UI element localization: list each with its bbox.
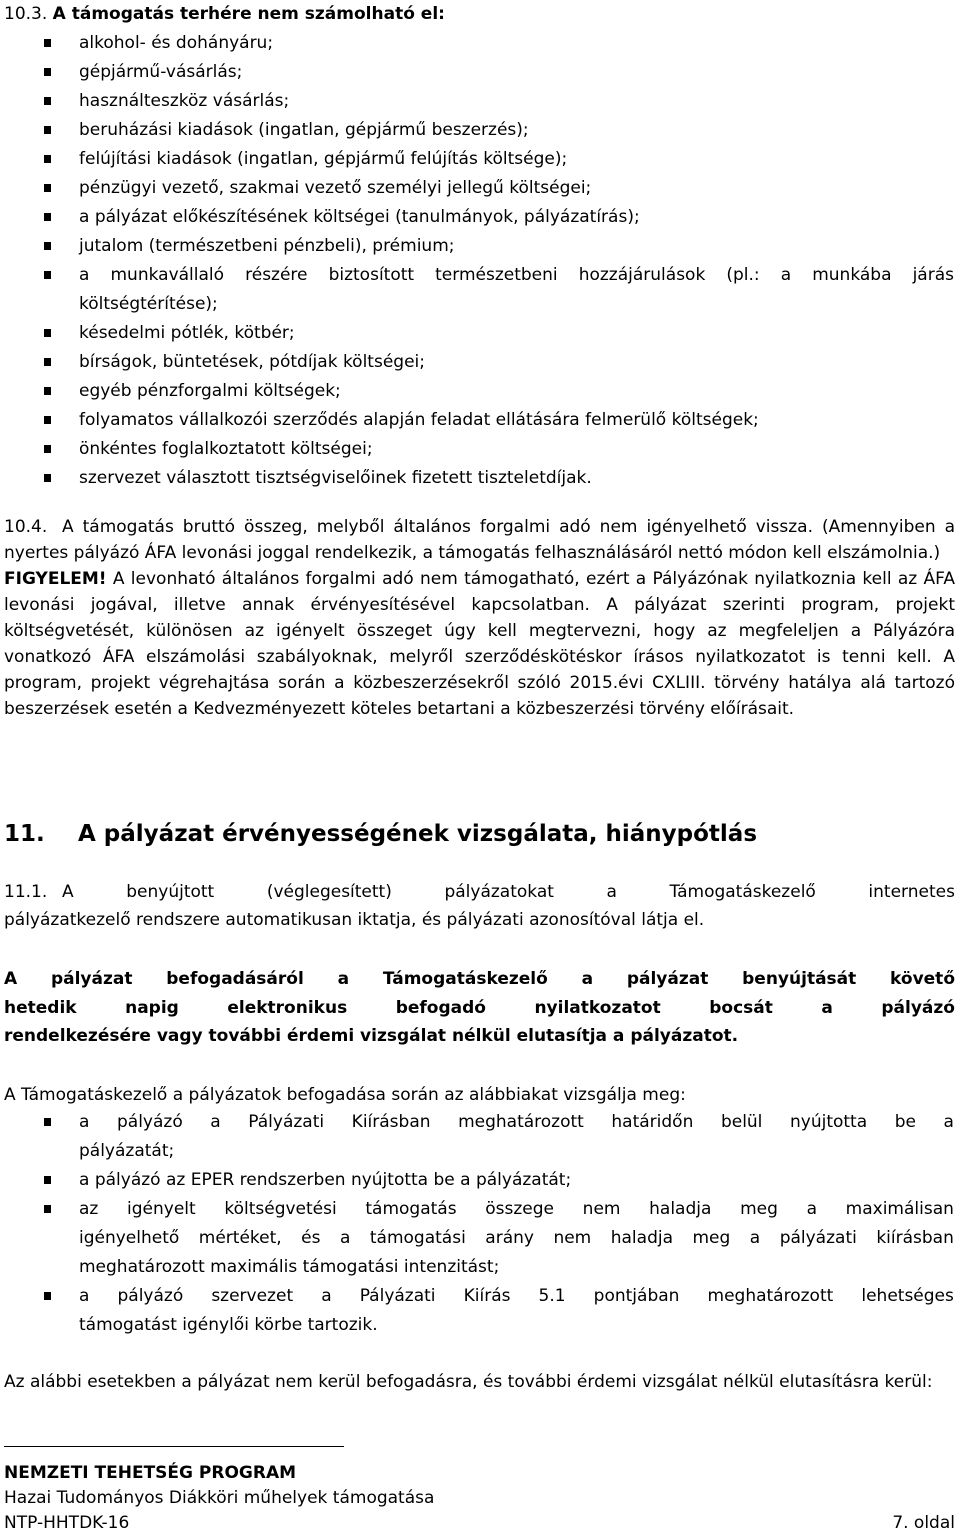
list-item	[0, 174, 960, 203]
word: Kiírásban	[351, 1112, 431, 1132]
list-item	[0, 435, 960, 464]
list-item-text: felújítási kiadások (ingatlan, gépjármű felújítás költsége);	[79, 149, 568, 169]
square-bullet-icon	[44, 126, 51, 134]
section-11-heading	[4, 816, 757, 852]
word: bocsát	[709, 997, 773, 1018]
word: az	[79, 1199, 99, 1219]
list-item	[0, 377, 960, 406]
word: pályázat	[50, 969, 133, 989]
square-bullet-icon	[44, 474, 51, 482]
word: nem	[553, 1228, 592, 1248]
word: be	[894, 1112, 916, 1132]
word: pályázó	[117, 1286, 184, 1306]
acceptance-checks-list	[0, 1108, 960, 1340]
word: arány	[485, 1228, 534, 1248]
square-bullet-icon	[44, 358, 51, 366]
list-item	[0, 261, 960, 319]
square-bullet-icon	[44, 1118, 51, 1126]
ineligible-costs-list	[0, 29, 960, 493]
word: Támogatáskezelő	[669, 882, 816, 902]
word: befogadó	[395, 997, 486, 1018]
list-item-text: meghatározott maximális támogatási intenzitást;	[79, 1257, 500, 1277]
word: haladja	[649, 1199, 712, 1219]
rejection-intro: Az alábbi esetekben a pályázat nem kerül befogadásra, és további érdemi vizsgálat nélkül elutasításra kerül:	[4, 1372, 933, 1392]
square-bullet-icon	[44, 97, 51, 105]
section-number: 11.1.	[4, 882, 48, 902]
square-bullet-icon	[44, 155, 51, 163]
word: mértéket,	[198, 1228, 282, 1248]
word: a	[210, 1112, 221, 1132]
word: maximálisan	[845, 1199, 954, 1219]
word: befogadásáról	[166, 969, 304, 989]
list-item	[0, 29, 960, 58]
list-item-text: pályázatát;	[79, 1141, 175, 1161]
word: igényelhető	[79, 1228, 180, 1248]
list-item-text: folyamatos vállalkozói szerződés alapján feladat ellátására felmerülő költségek;	[79, 410, 759, 430]
square-bullet-icon	[44, 445, 51, 453]
word: a	[79, 1112, 90, 1132]
square-bullet-icon	[44, 1292, 51, 1300]
word: összege	[485, 1199, 554, 1219]
word: nyújtotta	[789, 1112, 868, 1132]
list-item-text: késedelmi pótlék, kötbér;	[79, 323, 295, 343]
list-item-text: a pályázat előkészítésének költségei (tanulmányok, pályázatírás);	[79, 207, 640, 227]
list-item-text: szervezet választott tisztségviselőinek fizetett tiszteletdíjak.	[79, 468, 592, 488]
word: Pályázati	[248, 1112, 325, 1132]
list-item-text: jutalom (természetbeni pénzbeli), prémium;	[79, 236, 455, 256]
word: belül	[720, 1112, 763, 1132]
acceptance-bold-paragraph	[4, 965, 955, 1051]
paragraph-line: rendelkezésére vagy további érdemi vizsgálat nélkül elutasítja a pályázatot.	[4, 1026, 739, 1046]
page-footer	[4, 1461, 955, 1536]
line-words	[62, 878, 955, 906]
word: a	[943, 1112, 954, 1132]
justified-line	[4, 994, 955, 1023]
justified-line	[79, 1282, 954, 1311]
word: a	[821, 997, 833, 1018]
paragraph-line: pályázatkezelő rendszere automatikusan iktatja, és pályázati azonosítóval látja el.	[4, 910, 705, 930]
list-item	[0, 1282, 960, 1340]
list-item	[0, 1108, 960, 1166]
square-bullet-icon	[44, 387, 51, 395]
word: határidőn	[611, 1112, 694, 1132]
list-item	[0, 232, 960, 261]
square-bullet-icon	[44, 242, 51, 250]
list-item-text: használteszköz vásárlás;	[79, 91, 290, 111]
section-number: 10.3.	[4, 4, 48, 24]
word: támogatási	[369, 1228, 466, 1248]
section-title: A pályázat érvényességének vizsgálata, hiánypótlás	[78, 821, 758, 847]
word: elektronikus	[227, 997, 348, 1018]
page-number: 7. oldal	[892, 1513, 955, 1533]
list-item-text: beruházási kiadások (ingatlan, gépjármű beszerzés);	[79, 120, 529, 140]
footer-divider	[4, 1446, 344, 1447]
list-item	[0, 58, 960, 87]
justified-line	[79, 1108, 954, 1137]
list-item	[0, 319, 960, 348]
word: a	[79, 1286, 90, 1306]
word: benyújtását	[742, 969, 857, 989]
section-number: 11.	[4, 821, 45, 847]
section-10-3-heading	[4, 0, 445, 29]
word: támogatás	[365, 1199, 457, 1219]
list-item-text: a pályázó az EPER rendszerben nyújtotta be a pályázatát;	[79, 1170, 572, 1190]
word: meghatározott	[458, 1112, 584, 1132]
list-item	[0, 116, 960, 145]
list-item-text: gépjármű-vásárlás;	[79, 62, 243, 82]
section-10-4	[4, 514, 955, 722]
footer-subtitle: Hazai Tudományos Diákköri műhelyek támogatása	[4, 1488, 435, 1508]
square-bullet-icon	[44, 39, 51, 47]
section-title: A támogatás terhére nem számolható el:	[52, 4, 445, 24]
list-item-text: önkéntes foglalkoztatott költségei;	[79, 439, 373, 459]
word: A	[62, 882, 74, 902]
word: pályázatokat	[444, 882, 554, 902]
list-item-text: alkohol- és dohányáru;	[79, 33, 274, 53]
vat-warning-paragraph: A levonható általános forgalmi adó nem támogatható, ezért a Pályázónak nyilatkoznia kell az ÁFA levonási jogával, illetve annak érvényesítésével kapcsolatban. A pályázat szerinti program, projekt költségvetését, különösen az igényelt összeget úgy kell megtervezni, hogy az megfeleljen a Pályázóra vonatkozó ÁFA elszámolási szabályoknak, melyről szerződéskötéskor írásos nyilatkozatot is tenni kell. A program, projekt végrehajtása során a közbeszerzésekről szóló 2015.évi CXLIII. törvény hatálya alá tartozó beszerzések esetén a Kedvezményezett köteles betartani a közbeszerzési törvény előírásait.	[4, 569, 955, 719]
square-bullet-icon	[44, 1205, 51, 1213]
checks-intro: A Támogatáskezelő a pályázatok befogadása során az alábbiakat vizsgálja meg:	[4, 1085, 686, 1105]
word: kiírásban	[876, 1228, 954, 1248]
list-item	[0, 464, 960, 493]
list-item	[0, 203, 960, 232]
justified-line	[4, 965, 955, 994]
word: meg	[692, 1228, 731, 1248]
footer-row	[4, 1511, 955, 1536]
word: a	[749, 1228, 761, 1248]
word: haladja	[610, 1228, 673, 1248]
word: benyújtott	[126, 882, 215, 902]
warning-label: FIGYELEM!	[4, 569, 107, 589]
word: pályázati	[779, 1228, 857, 1248]
square-bullet-icon	[44, 271, 51, 279]
word: pályázó	[116, 1112, 183, 1132]
square-bullet-icon	[44, 329, 51, 337]
list-item	[0, 1195, 960, 1282]
word: a	[581, 969, 594, 989]
list-item	[0, 406, 960, 435]
square-bullet-icon	[44, 184, 51, 192]
square-bullet-icon	[44, 68, 51, 76]
word: a	[321, 1286, 332, 1306]
section-11-1	[4, 878, 955, 934]
word: a	[339, 1228, 351, 1248]
word: a	[806, 1199, 817, 1219]
vat-paragraph: A támogatás bruttó összeg, melyből általános forgalmi adó nem igényelhető vissza. (Amennyiben a nyertes pályázó ÁFA levonási joggal rendelkezik, a támogatás felhasználásáról nettó módon kell elszámolnia.)	[4, 517, 955, 563]
word: Pályázati	[359, 1286, 436, 1306]
word: nem	[582, 1199, 621, 1219]
word: napig	[125, 997, 179, 1018]
square-bullet-icon	[44, 416, 51, 424]
word: költségvetési	[224, 1199, 337, 1219]
word: a	[337, 969, 350, 989]
word: a	[606, 882, 617, 902]
section-number: 10.4.	[4, 517, 48, 537]
justified-line	[79, 1195, 954, 1224]
list-item-text: a munkavállaló részére biztosított természetbeni hozzájárulások (pl.: a munkába járás költségtérítése);	[79, 265, 954, 314]
list-item-text: egyéb pénzforgalmi költségek;	[79, 381, 341, 401]
list-item	[0, 1166, 960, 1195]
justified-line	[4, 878, 955, 906]
list-item-text: pénzügyi vezető, szakmai vezető személyi jellegű költségei;	[79, 178, 592, 198]
footer-program: NEMZETI TEHETSÉG PROGRAM	[4, 1463, 297, 1483]
square-bullet-icon	[44, 1176, 51, 1184]
list-item	[0, 87, 960, 116]
square-bullet-icon	[44, 213, 51, 221]
word: szervezet	[211, 1286, 294, 1306]
word: meghatározott	[707, 1286, 834, 1306]
footer-code: NTP-HHTDK-16	[4, 1513, 130, 1533]
word: (véglegesített)	[266, 882, 392, 902]
word: pontjában	[593, 1286, 680, 1306]
word: és	[301, 1228, 321, 1248]
list-item-text: bírságok, büntetések, pótdíjak költségei;	[79, 352, 425, 372]
word: 5.1	[538, 1286, 566, 1306]
word: követő	[890, 969, 955, 989]
word: igényelt	[127, 1199, 196, 1219]
word: pályázó	[881, 997, 955, 1018]
word: meg	[740, 1199, 778, 1219]
word: nyilatkozatot	[534, 997, 661, 1018]
word: A	[4, 969, 18, 989]
word: internetes	[868, 882, 955, 902]
justified-line	[79, 1224, 954, 1253]
word: lehetséges	[861, 1286, 954, 1306]
word: Támogatáskezelő	[382, 969, 548, 989]
word: Kiírás	[463, 1286, 511, 1306]
list-item-text: támogatást igénylői körbe tartozik.	[79, 1315, 378, 1335]
list-item	[0, 348, 960, 377]
list-item	[0, 145, 960, 174]
word: pályázat	[626, 969, 709, 989]
word: hetedik	[4, 997, 77, 1018]
